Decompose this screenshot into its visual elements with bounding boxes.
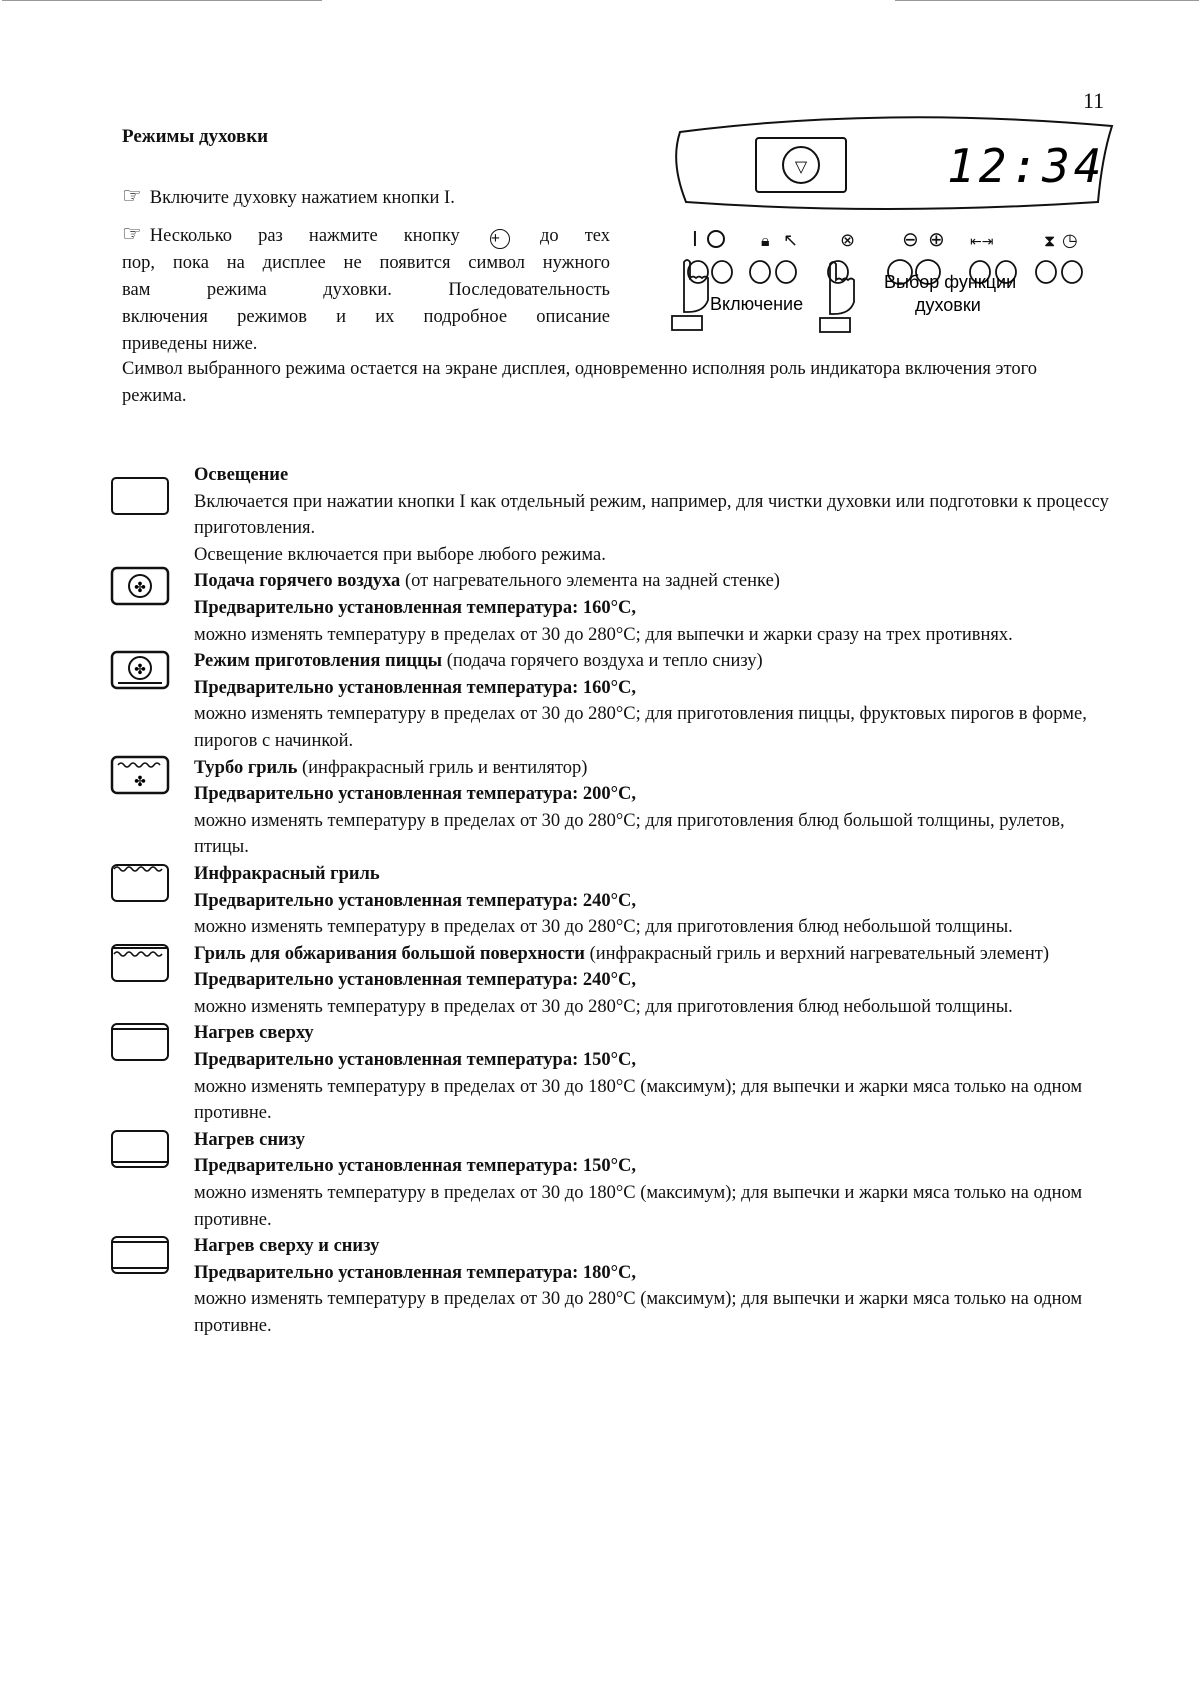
mode-preset: Предварительно установленная температура: 180°С,	[194, 1262, 637, 1283]
mode-item-hot-air	[110, 568, 1110, 648]
hand-icon	[830, 262, 854, 314]
svg-text:✤: ✤	[134, 580, 146, 597]
large-grill-icon	[110, 943, 172, 983]
mode-detail: можно изменять температуру в пределах от 30 до 280°С; для приготовления блюд большой толщины, рулетов, птицы.	[194, 810, 1065, 858]
mode-item-light	[110, 462, 1110, 568]
fan-select-icon: ⊗	[840, 230, 856, 251]
top-heat-icon	[110, 1022, 172, 1062]
mode-preset: Предварительно установленная температура: 240°С,	[194, 970, 637, 991]
mode-title: Нагрев снизу	[194, 1129, 305, 1150]
mode-preset: Предварительно установленная температура: 240°С,	[194, 890, 637, 911]
mode-title: Нагрев сверху и снизу	[194, 1236, 380, 1257]
mode-detail: Освещение включается при выборе любого режима.	[194, 544, 606, 565]
indicator-note: Символ выбранного режима остается на экране дисплея, одновременно исполняя роль индикатора включения этого режима.	[122, 359, 1037, 406]
button	[688, 261, 708, 283]
mode-list	[110, 462, 1110, 1340]
minus-icon: ⊖	[902, 227, 919, 251]
mode-detail: можно изменять температуру в пределах от 30 до 280°С (максимум); для выпечки и жарки мяса только на одном противне.	[194, 1289, 1083, 1336]
mode-item-turbo-grill	[110, 755, 1110, 861]
mode-title-note: (от нагревательного элемента на задней стенке)	[404, 571, 780, 592]
mode-title: Нагрев сверху	[194, 1023, 314, 1044]
step2-line: Несколько раз нажмите кнопку	[149, 226, 460, 246]
pizza-fan-icon	[110, 650, 172, 690]
timer-icon: ⧗	[1044, 231, 1056, 250]
mode-title: Подача горячего воздуха	[194, 571, 401, 592]
button	[712, 261, 732, 283]
svg-text:▽: ▽	[794, 157, 808, 176]
button	[1036, 261, 1056, 283]
hand-icon	[684, 260, 708, 312]
mode-title: Освещение	[194, 465, 289, 485]
svg-text:✤: ✤	[134, 662, 146, 679]
mode-title-note: (инфракрасный гриль и верхний нагревательный элемент)	[589, 943, 1050, 964]
mode-title: Гриль для обжаривания большой поверхности	[194, 943, 585, 964]
instruction-step-1-text: Включите духовку нажатием кнопки I.	[149, 188, 455, 208]
pointing-hand-icon: ☞	[122, 221, 142, 246]
button	[1062, 261, 1082, 283]
button	[828, 261, 848, 283]
button	[750, 261, 770, 283]
page-title: Режимы духовки	[122, 126, 269, 147]
clock-display: 12:34	[947, 139, 1106, 193]
light-box-icon	[110, 476, 172, 516]
hand-cuff	[820, 318, 850, 332]
button	[776, 261, 796, 283]
mode-detail: можно изменять температуру в пределах от 30 до 280°С; для приготовления блюд небольшой толщины.	[194, 996, 1013, 1017]
bottom-heat-icon	[110, 1129, 172, 1169]
duration-icon: ⇤⇥	[970, 234, 994, 250]
mode-preset: Предварительно установленная температура: 160°С,	[194, 677, 637, 698]
top-bottom-heat-icon	[110, 1235, 172, 1275]
mode-detail: Включается при нажатии кнопки I как отдельный режим, например, для чистки духовки или подготовки к процессу приготовления.	[194, 491, 1109, 539]
step2-line: включения режимов и их подробное описание	[122, 307, 610, 327]
instruction-step-2	[122, 220, 610, 358]
mode-detail: можно изменять температуру в пределах от 30 до 180°С (максимум); для выпечки и жарки мяса только на одном противне.	[194, 1076, 1083, 1124]
mode-preset: Предварительно установленная температура: 160°С,	[194, 597, 637, 618]
mode-item-pizza	[110, 648, 1110, 754]
mode-detail: можно изменять температуру в пределах от 30 до 180°С (максимум); для выпечки и жарки мяса только на одном противне.	[194, 1183, 1083, 1230]
mode-item-top-bottom-heat	[110, 1233, 1110, 1339]
mode-preset: Предварительно установленная температура: 150°С,	[194, 1156, 637, 1177]
oven-control-panel	[662, 112, 1124, 352]
off-symbol	[708, 231, 724, 247]
mode-preset: Предварительно установленная температура: 150°С,	[194, 1050, 637, 1071]
step2-line: приведены ниже.	[122, 334, 258, 354]
clock-icon: ◷	[1062, 230, 1078, 251]
mode-title-note: (подача горячего воздуха и тепло снизу)	[446, 651, 763, 672]
step2-line: до тех	[539, 226, 611, 246]
mode-title: Режим приготовления пиццы	[194, 651, 443, 672]
power-symbols: I	[692, 227, 698, 251]
mode-item-bottom-heat	[110, 1127, 1110, 1233]
label-on: Включение	[710, 294, 804, 314]
instruction-step-1	[122, 182, 642, 212]
mode-title-note: (инфракрасный гриль и вентилятор)	[301, 757, 588, 778]
mode-detail: можно изменять температуру в пределах от 30 до 280°С; для выпечки и жарки сразу на трех противнях.	[194, 624, 1013, 645]
infrared-grill-icon	[110, 863, 172, 903]
page-number: 11	[1083, 88, 1105, 113]
step2-line: вам режима духовки. Последовательность	[122, 280, 610, 300]
mode-item-top-heat	[110, 1020, 1110, 1126]
mode-item-large-grill	[110, 941, 1110, 1021]
turbo-grill-icon	[110, 755, 172, 795]
lock-icon: 🔒︎	[761, 231, 770, 250]
mode-item-infrared-grill	[110, 861, 1110, 941]
mode-detail: можно изменять температуру в пределах от 30 до 280°С; для приготовления блюд небольшой толщины.	[194, 917, 1013, 938]
mode-title: Турбо гриль	[194, 757, 298, 778]
mode-detail: можно изменять температуру в пределах от 30 до 280°С; для приготовления пиццы, фруктовых пирогов в форме, пирогов с начинкой.	[194, 704, 1087, 751]
mode-preset: Предварительно установленная температура: 200°С,	[194, 784, 637, 805]
key-icon: ↖	[783, 230, 799, 251]
plus-icon: ⊕	[928, 227, 945, 251]
step2-line: пор, пока на дисплее не появится символ нужного	[122, 253, 610, 273]
hand-cuff	[672, 316, 702, 330]
fan-plus-button-icon: +	[490, 229, 510, 249]
mode-title: Инфракрасный гриль	[194, 863, 380, 884]
fan-icon	[110, 566, 172, 606]
scan-top-rule-left	[2, 0, 322, 1]
label-select-1: Выбор функции	[884, 272, 1017, 292]
svg-text:✤: ✤	[134, 773, 146, 790]
pointing-hand-icon: ☞	[122, 183, 142, 208]
label-select-2: духовки	[915, 295, 981, 315]
scan-top-rule-right	[895, 0, 1199, 1]
